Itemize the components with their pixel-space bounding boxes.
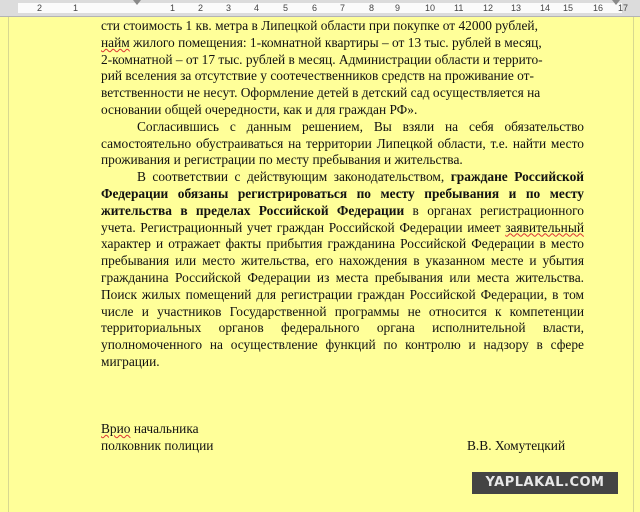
ruler-number: 17 <box>618 3 629 13</box>
ruler-number: 10 <box>425 3 436 13</box>
first-line-indent-marker[interactable] <box>133 0 141 5</box>
text-line: 2-комнатной – от 17 тыс. рублей в месяц. Администрации области и террито- <box>101 51 543 67</box>
ruler-number: 2 <box>37 3 43 13</box>
text-line: жилого помещения: 1-комнатной квартиры – от 13 тыс. рублей в месяц, <box>129 34 542 50</box>
ruler-number: 5 <box>283 3 289 13</box>
ruler-number: 16 <box>593 3 604 13</box>
ruler-number: 1 <box>73 3 79 13</box>
ruler-number: 13 <box>511 3 522 13</box>
signature-title <box>101 421 199 437</box>
paragraph-decision: Согласившись с данным решением, Вы взяли на себя обязательство самостоятельно обустраиваться на территории Липецкой области, т.е. найти место проживания и регистрации по месту пребывания и жительства. <box>101 118 584 168</box>
misspelled-word[interactable]: найм <box>101 34 130 50</box>
text-line: ветственности не несут. Оформление детей в детский сад осуществляется на <box>101 85 541 101</box>
ruler-number: 4 <box>254 3 260 13</box>
paragraph-housing-costs <box>101 18 584 119</box>
text-line: основании общей очередности, как и для граждан РФ». <box>101 101 418 117</box>
horizontal-ruler[interactable] <box>0 0 640 17</box>
signature-title-rest: начальника <box>130 421 199 436</box>
ruler-number: 12 <box>483 3 494 13</box>
paragraph-registration-law <box>101 169 584 371</box>
signature-rank: полковник полиции <box>101 438 214 453</box>
signature-name: В.В. Хомутецкий <box>467 438 566 453</box>
ruler-number: 2 <box>198 3 204 13</box>
text-run: В соответствии с действующим законодательством, <box>137 169 451 185</box>
ruler-text-area <box>18 3 622 13</box>
bold-text-run: граждане Российской Федерации обязаны регистрироваться по месту пребывания и по месту жительства в пределах Российской Федерации <box>101 169 584 218</box>
ruler-number: 1 <box>170 3 176 13</box>
text-line: рий вселения за отсутствие у соотечественников средств на проживание от- <box>101 68 534 84</box>
ruler-number: 8 <box>369 3 375 13</box>
ruler-number: 11 <box>454 3 464 13</box>
ruler-number: 15 <box>563 3 574 13</box>
ruler-number: 14 <box>540 3 551 13</box>
ruler-number: 3 <box>226 3 232 13</box>
watermark: YAPLAKAL.COM <box>472 472 618 494</box>
underlined-word[interactable]: заявительный <box>505 219 584 235</box>
ruler-number: 6 <box>312 3 318 13</box>
text-run: характер и отражает факты прибытия гражданина Российской Федерации в место пребывания или место жительства, его нахождения в указанном месте и убытия гражданина Российской Федерации из места пребывания или места жительства. Поиск жилых помещений для регистрации граждан Российской Федерации, в том числе и участников Государственной программы не относится к компетенции территориальных органов федерального органа исполнительной власти, уполномоченного на осуществление функций по контролю и надзору в сфере миграции. <box>101 236 584 369</box>
ruler-number: 7 <box>340 3 346 13</box>
text-line: сти стоимость 1 кв. метра в Липецкой области при покупке от 42000 рублей, <box>101 18 538 33</box>
document-body[interactable] <box>101 18 584 371</box>
text-run: в органах регистрационного учета. Регистрационный учет граждан Российской Федерации имеет <box>101 202 584 235</box>
ruler-number: 9 <box>395 3 401 13</box>
misspelled-word[interactable]: Врио <box>101 421 131 436</box>
